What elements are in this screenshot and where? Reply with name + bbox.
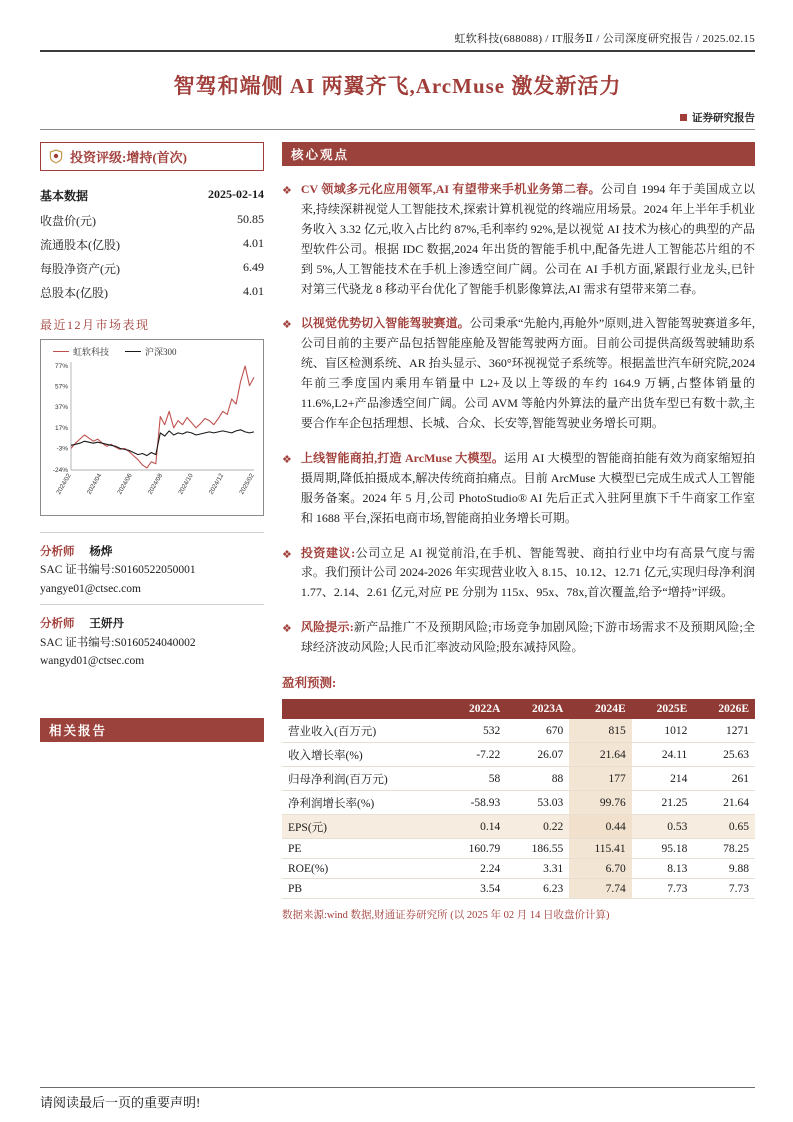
- bullet-point: [282, 544, 755, 604]
- analyst-role: 分析师: [40, 546, 75, 558]
- table-cell: 815: [569, 719, 631, 743]
- analyst-email: wangyd01@ctsec.com: [40, 654, 145, 667]
- basic-data-value: 4.01: [243, 283, 264, 298]
- bullet-lead: 以视觉优势切入智能驾驶赛道。: [300, 316, 470, 331]
- table-cell: 21.25: [632, 791, 694, 815]
- svg-text:2024/08: 2024/08: [146, 472, 165, 496]
- performance-line-chart: [43, 358, 259, 510]
- table-cell: 53.03: [506, 791, 569, 815]
- basic-data-section: [40, 187, 264, 304]
- table-row-label: ROE(%): [282, 859, 443, 879]
- bullet-lead: CV 领域多元化应用领军,AI 有望带来手机业务第二春。: [300, 182, 601, 196]
- basic-data-value: 50.85: [237, 211, 264, 226]
- analyst-name: 王妍丹: [89, 618, 124, 631]
- report-tag-square-icon: [680, 114, 687, 121]
- bullet-text: CV 领域多元化应用领军,AI 有望带来手机业务第二春。公司自 1994 年于美国成立以来,持续深耕视觉人工智能技术,探索计算机视觉的终端应用场景。2024 年上半年手机业务收入 3.32 亿元,收入占比约 87%,毛利率约 92%,是以视觉 AI 技术为核心的典型的产品型软件公司。根据 IDC 数据,2024 年出货的智能手机中,配备先进人工智能芯片组的不到 5%,人工智能技术在手机上渗透空间广阔。公司在 AI 手机方面,紧跟行业龙头,已针对第三代骁龙 8 移动平台优化了智能手机影像算法,AI 需求有望带来第二春。: [300, 182, 755, 296]
- table-cell: 88: [506, 767, 569, 791]
- table-row-label: PB: [282, 879, 443, 899]
- legend-item: [53, 345, 109, 358]
- table-column-header: 2025E: [632, 699, 694, 719]
- basic-data-row: [40, 280, 264, 304]
- bullet-point: [282, 180, 755, 299]
- basic-data-label: 收盘价(元): [40, 213, 96, 228]
- table-cell: 261: [693, 767, 755, 791]
- bullet-point: [282, 314, 755, 433]
- table-cell: 0.65: [693, 815, 755, 839]
- table-cell: 0.22: [506, 815, 569, 839]
- bullet-text: 以视觉优势切入智能驾驶赛道。公司秉承“先舱内,再舱外”原则,进入智能驾驶赛道多年,公司目前的主要产品包括智能座舱及智能驾驶两方面。目前公司提供高级驾驶辅助系统、盲区检测系统、AR 抬头显示、360°环视视觉子系统等。根据盖世汽车研究院,2024 年前三季度国内乘用车销量中 L2+及以上等级的车约 164.9 万辆,占整体销量的 11.6%,L2+产品渗透空间广阔。公司 AVM 等舱内外算法的量产出货车型已有数十款,主要合作车企包括理想、长城、合众、长安等,智能驾驶业务增长可期。: [300, 316, 755, 430]
- basic-data-value: 6.49: [243, 259, 264, 274]
- analyst-block: [40, 604, 264, 676]
- svg-text:57%: 57%: [54, 383, 68, 391]
- table-cell: 214: [632, 767, 694, 791]
- legend-item: [125, 345, 177, 358]
- basic-data-label: 流通股本(亿股): [40, 237, 120, 252]
- bullet-lead: 投资建议:: [300, 545, 356, 560]
- report-tag: [40, 110, 755, 125]
- table-cell: 99.76: [569, 791, 631, 815]
- table-column-header: 2026E: [693, 699, 755, 719]
- table-cell: 0.14: [443, 815, 506, 839]
- table-cell: 21.64: [693, 791, 755, 815]
- table-row: [282, 839, 755, 859]
- market-performance-title: 最近12月市场表现: [40, 318, 150, 332]
- core-views-header: 核心观点: [282, 142, 755, 166]
- investment-rating-box: [40, 142, 264, 171]
- basic-data-row: [40, 232, 264, 256]
- table-cell: 186.55: [506, 839, 569, 859]
- table-cell: 1012: [632, 719, 694, 743]
- bullet-diamond-icon: ❖: [282, 453, 292, 466]
- legend-line-icon: [125, 351, 141, 352]
- svg-text:2024/12: 2024/12: [207, 472, 226, 496]
- bullet-diamond-icon: ❖: [282, 548, 292, 561]
- header-divider: [40, 50, 755, 52]
- bullet-text: 投资建议:公司立足 AI 视觉前沿,在手机、智能驾驶、商拍行业中均有高景气度与需求。我们预计公司 2024-2026 年实现营业收入 8.15、10.12、12.71 亿元,实现归母净利润 1.77、2.14、2.61 亿元,对应 PE 分别为 115x、95x、78x,首次覆盖,给予“增持”评级。: [300, 545, 756, 600]
- basic-data-rows: [40, 208, 264, 304]
- profit-forecast-table: [282, 699, 755, 899]
- table-cell: 3.54: [443, 879, 506, 899]
- table-row-label: 净利润增长率(%): [282, 791, 443, 815]
- legend-line-icon: [53, 351, 69, 352]
- bullet-lead: 风险提示:: [300, 620, 354, 635]
- table-cell: 1271: [693, 719, 755, 743]
- bullet-lead: 上线智能商拍,打造 ArcMuse 大模型。: [300, 450, 505, 465]
- analysts-section: [40, 532, 264, 676]
- table-row: [282, 719, 755, 743]
- basic-data-title: 基本数据: [40, 189, 89, 203]
- table-column-header: 2023A: [506, 699, 569, 719]
- table-cell: 532: [443, 719, 506, 743]
- table-row: [282, 879, 755, 899]
- main-content: [282, 142, 755, 922]
- table-cell: 78.25: [693, 839, 755, 859]
- table-header-row: [282, 699, 755, 719]
- table-cell: 6.70: [569, 859, 631, 879]
- table-column-header: 2024E: [569, 699, 631, 719]
- related-reports-header: 相关报告: [40, 718, 264, 742]
- table-cell: 7.74: [569, 879, 631, 899]
- table-cell: 21.64: [569, 743, 631, 767]
- table-row: [282, 767, 755, 791]
- table-cell: 6.23: [506, 879, 569, 899]
- table-cell: 95.18: [632, 839, 694, 859]
- profit-forecast-title: 盈利预测:: [282, 676, 337, 691]
- svg-text:-24%: -24%: [52, 467, 68, 474]
- data-source-note: 数据来源:wind 数据,财通证券研究所 (以 2025 年 02 月 14 日收盘价计算): [282, 910, 610, 922]
- table-column-header: 2022A: [443, 699, 506, 719]
- svg-text:77%: 77%: [54, 363, 68, 370]
- svg-text:2024/02: 2024/02: [55, 472, 73, 496]
- table-cell: 7.73: [693, 879, 755, 899]
- bullet-diamond-icon: ❖: [282, 185, 292, 197]
- market-performance-chart: [40, 339, 264, 516]
- analyst-role: 分析师: [40, 618, 75, 631]
- analyst-email: yangye01@ctsec.com: [40, 582, 141, 595]
- rating-badge-icon: [49, 149, 63, 164]
- table-cell: 2.24: [443, 859, 506, 879]
- analyst-sac: SAC 证书编号:S0160524040002: [40, 636, 196, 649]
- table-row-label: EPS(元): [282, 815, 443, 839]
- table-cell: 26.07: [506, 743, 569, 767]
- svg-text:2024/06: 2024/06: [116, 472, 134, 496]
- bullet-text: 上线智能商拍,打造 ArcMuse 大模型。运用 AI 大模型的智能商拍能有效为商家缩短拍摄周期,降低拍摄成本,解决传统商拍痛点。目前 ArcMuse 大模型已完成生成式人工智能服务备案。2024 年 5 月,公司 PhotoStudio® AI 先后正式入驻阿里旗下千牛商家工作室和 1688 平台,深拓电商市场,智能商拍业务增长可期。: [300, 450, 755, 525]
- table-cell: 9.88: [693, 859, 755, 879]
- basic-data-date: 2025-02-14: [208, 187, 264, 201]
- svg-text:37%: 37%: [54, 404, 68, 412]
- bullet-point: [282, 618, 755, 658]
- svg-text:2024/10: 2024/10: [177, 472, 195, 496]
- svg-text:-3%: -3%: [56, 445, 68, 453]
- svg-text:2025/02: 2025/02: [238, 472, 256, 496]
- table-cell: 24.11: [632, 743, 694, 767]
- table-cell: 25.63: [693, 743, 755, 767]
- table-column-header: [282, 699, 443, 719]
- table-cell: 58: [443, 767, 506, 791]
- table-cell: 7.73: [632, 879, 694, 899]
- basic-data-label: 每股净资产(元): [40, 261, 120, 276]
- rating-label: 投资评级:增持(首次): [70, 150, 187, 165]
- table-row-label: 收入增长率(%): [282, 743, 443, 767]
- chart-legend: [43, 343, 261, 358]
- table-row: [282, 859, 755, 879]
- analyst-name: 杨烨: [89, 546, 113, 558]
- table-cell: 160.79: [443, 839, 506, 859]
- header-meta: 虹软科技(688088) / IT服务Ⅱ / 公司深度研究报告 / 2025.02.15: [454, 33, 755, 45]
- legend-label: 沪深300: [145, 347, 177, 357]
- legend-label: 虹软科技: [73, 347, 110, 357]
- table-cell: -7.22: [443, 743, 506, 767]
- analyst-block: [40, 532, 264, 604]
- table-row-label: PE: [282, 839, 443, 859]
- table-cell: 0.44: [569, 815, 631, 839]
- report-tag-label: 证券研究报告: [692, 113, 755, 124]
- table-cell: 670: [506, 719, 569, 743]
- table-cell: 0.53: [632, 815, 694, 839]
- table-row-label: 营业收入(百万元): [282, 719, 443, 743]
- table-cell: 177: [569, 767, 631, 791]
- table-row: [282, 791, 755, 815]
- sidebar: [40, 142, 264, 742]
- basic-data-value: 4.01: [243, 235, 264, 250]
- table-cell: 115.41: [569, 839, 631, 859]
- table-cell: 8.13: [632, 859, 694, 879]
- basic-data-row: [40, 256, 264, 280]
- bullet-text: 风险提示:新产品推广不及预期风险;市场竞争加剧风险;下游市场需求不及预期风险;全球经济波动风险;人民币汇率波动风险;股东减持风险。: [300, 620, 756, 655]
- footer-divider: [40, 1087, 755, 1088]
- bullet-diamond-icon: ❖: [282, 319, 292, 332]
- report-title: 智驾和端侧 AI 两翼齐飞,ArcMuse 激发新活力: [173, 74, 622, 98]
- basic-data-label: 总股本(亿股): [40, 285, 108, 300]
- basic-data-row: [40, 208, 264, 232]
- table-cell: -58.93: [443, 791, 506, 815]
- footer-disclaimer: 请阅读最后一页的重要声明!: [40, 1095, 201, 1110]
- table-row: [282, 743, 755, 767]
- table-row: [282, 815, 755, 839]
- analyst-sac: SAC 证书编号:S0160522050001: [40, 564, 196, 577]
- bullet-point: [282, 449, 755, 529]
- table-row-label: 归母净利润(百万元): [282, 767, 443, 791]
- core-views-list: [282, 180, 755, 658]
- svg-text:2024/04: 2024/04: [85, 472, 104, 496]
- table-cell: 3.31: [506, 859, 569, 879]
- bullet-diamond-icon: ❖: [282, 623, 292, 636]
- svg-text:17%: 17%: [54, 424, 68, 432]
- subheader-divider: [40, 129, 755, 130]
